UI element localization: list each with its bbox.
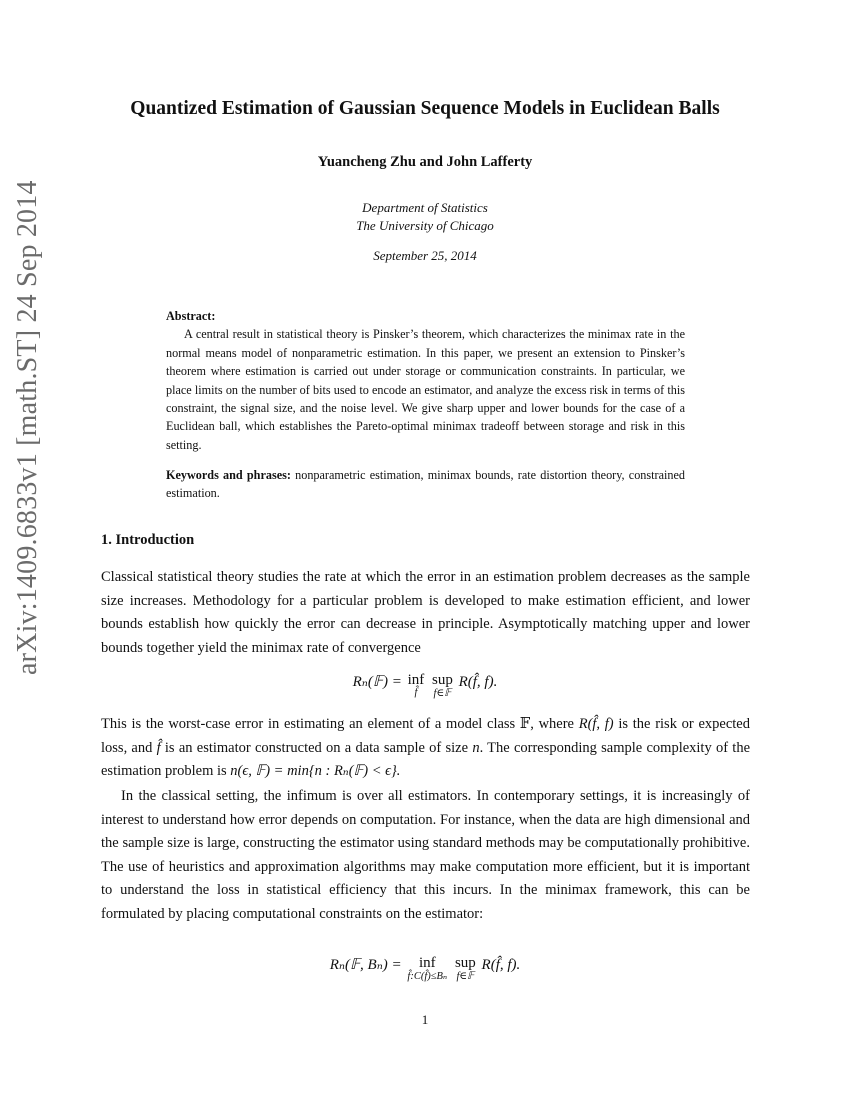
eq2-sup-label: sup <box>454 955 476 971</box>
eq2-sup <box>455 955 476 982</box>
keywords-text: nonparametric estimation, minimax bounds, rate distortion theory, constrained estimation. <box>166 468 685 501</box>
eq1-sup-sub: f∈𝔽 <box>433 688 452 699</box>
eq1-inf-label: inf <box>407 672 425 688</box>
authors: Yuancheng Zhu and John Lafferty <box>317 154 533 170</box>
eq1-sup <box>432 672 453 699</box>
eq1-inf-sub: f̂ <box>414 687 418 698</box>
date: September 25, 2014 <box>373 248 477 263</box>
equation-constrained-minimax <box>0 955 850 982</box>
inline-sample-complexity: n(ϵ, 𝔽) = min{n : Rₙ(𝔽) < ϵ}. <box>230 763 401 779</box>
inline-fhat: f̂ <box>156 739 161 756</box>
paragraph-3-text: In the classical setting, the infimum is over all estimators. In contemporary settings, it is increasingly of interest to understand how error depends on computation. For instance, when the data are high dimensional and the sample size is large, constructing the estimator using standard methods may be computationally prohibitive. The use of heuristics and approximation algorithms may make computation more efficient, but it is important to understand the loss in statistical efficiency that this incurs. In the minimax framework, this can be formulated by placing computational constraints on the estimator: <box>101 788 750 922</box>
paragraph-1 <box>101 566 750 660</box>
university: The University of Chicago <box>356 218 494 233</box>
eq1-sup-label: sup <box>432 672 453 688</box>
eq2-sup-sub: f∈𝔽 <box>456 971 475 982</box>
eq2-inf-label: inf <box>418 955 436 971</box>
keywords <box>166 466 685 503</box>
eq1-lhs: Rₙ(𝔽) = <box>352 674 402 690</box>
arxiv-identifier: arXiv:1409.6833v1 [math.ST] 24 Sep 2014 <box>12 180 43 675</box>
p2-part-b: is the risk or expected loss, and <box>101 716 750 756</box>
eq1-inf <box>408 672 425 698</box>
department: Department of Statistics <box>362 200 488 215</box>
paper-title: Quantized Estimation of Gaussian Sequence Models in Euclidean Balls <box>130 98 720 119</box>
section-heading: 1. Introduction <box>101 532 195 548</box>
eq2-inf-sub: f̂:C(f̂)≤Bₙ <box>407 971 448 982</box>
keywords-label: Keywords and phrases: <box>166 468 291 482</box>
eq2-rhs: R(f̂, f). <box>481 957 521 973</box>
paragraph-1-text: Classical statistical theory studies the rate at which the error in an estimation problem decreases as the sample size increases. Methodology for a particular problem is developed to make estimation efficient, and lower bounds establish how quickly the error can decrease in principle. Asymptotically matching upper and lower bounds together yield the minimax rate of convergence <box>101 569 750 656</box>
eq2-lhs: Rₙ(𝔽, Bₙ) = <box>329 957 402 973</box>
inline-n: n <box>472 739 480 756</box>
eq2-inf <box>407 955 447 982</box>
p2-part-c: is an estimator constructed on a data sample of size <box>160 739 473 756</box>
equation-minimax-rate <box>0 672 850 699</box>
p2-part-a: This is the worst-case error in estimating an element of a model class 𝔽, where <box>101 716 579 732</box>
abstract-heading: Abstract: <box>166 309 216 323</box>
eq1-rhs: R(f̂, f). <box>458 674 498 690</box>
abstract-text: A central result in statistical theory is Pinsker’s theorem, which characterizes the minimax rate in the normal means model of nonparametric estimation. In this paper, we present an extension to Pinsker’s theorem where estimation is carried out under storage or communication constraints. In particular, we place limits on the number of bits used to encode an estimator, and analyze the excess risk in terms of this constraint, the signal size, and the noise level. We give sharp upper and lower bounds for the case of a Euclidean ball, which establishes the Pareto-optimal minimax tradeoff between storage and risk in this setting. <box>166 327 685 452</box>
paragraph-3 <box>101 785 750 926</box>
paragraph-2-text <box>101 713 750 784</box>
p2-part-d: . The corresponding sample complexity of the estimation problem is <box>101 739 750 779</box>
paragraph-2 <box>101 713 750 784</box>
page-number: 1 <box>421 1012 429 1027</box>
inline-risk: R(f̂, f) <box>578 716 614 732</box>
abstract <box>166 307 685 454</box>
